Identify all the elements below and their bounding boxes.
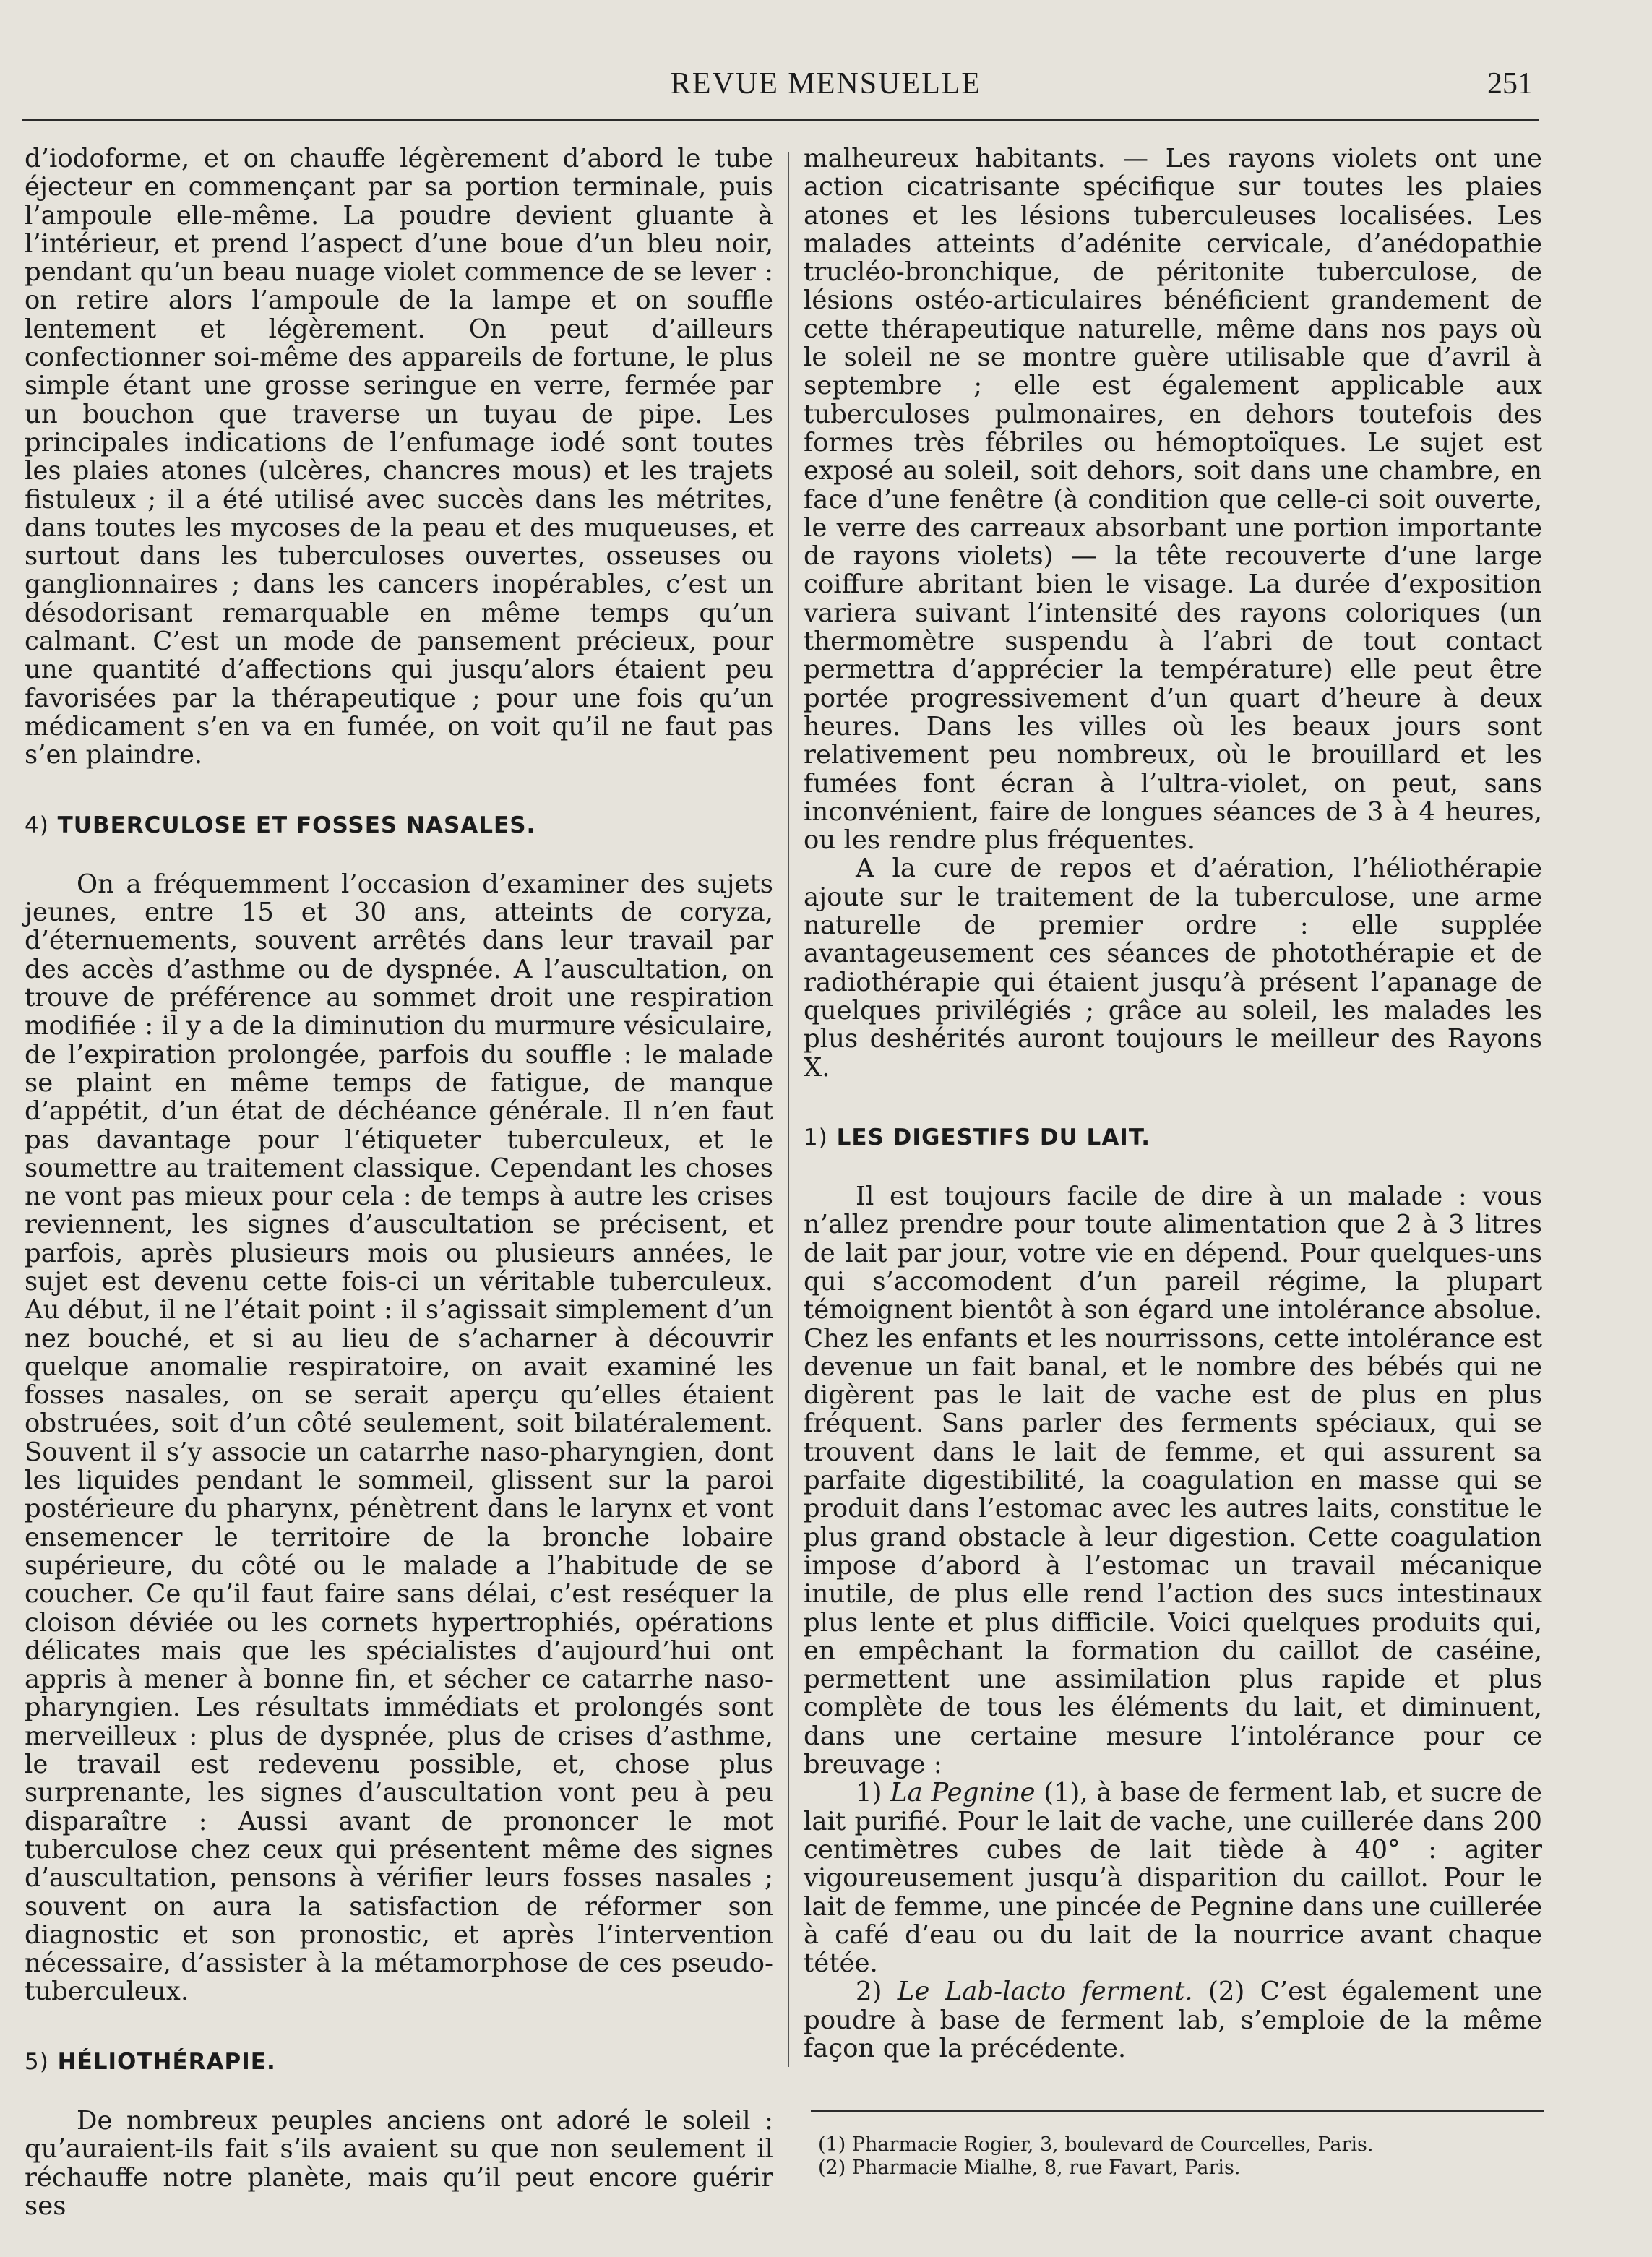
item-text: C’est également une poudre à base de ferment lab, s’emploie de la même façon que la précédente.: [804, 1977, 1542, 2063]
footnote-ref: (2): [1208, 1977, 1245, 2007]
left-column: [25, 145, 773, 2220]
page-header: [0, 66, 1652, 110]
item-number: 1): [856, 1778, 882, 1808]
item-number: 2): [856, 1977, 882, 2007]
paragraph-heliotherapie: De nombreux peuples anciens ont adoré le soleil : qu’auraient-ils fait s’ils avaient su que non seulement il réchauffe notre planète, mais qu’il peut encore guérir ses: [25, 2106, 773, 2221]
section-number: 1): [804, 1124, 828, 1151]
column-divider: [788, 152, 789, 2067]
section-title: HÉLIOTHÉRAPIE.: [57, 2048, 276, 2075]
paragraph-enfumage: d’iodoforme, et on chauffe légèrement d’abord le tube éjecteur en commençant par sa portion terminale, puis l’ampoule elle-même. La poudre devient gluante à l’intérieur, et prend l’aspect d’une boue d’un bleu noir, pendant qu’un beau nuage violet commence de se lever : on retire alors l’ampoule de la lampe et on souffle lentement et légèrement. On peut d’ailleurs confectionner soi-même des appareils de fortune, le plus simple étant une grosse seringue en verre, fermée par un bouchon que traverse un tuyau de pipe. Les principales indications de l’enfumage iodé sont toutes les plaies atones (ulcères, chancres mous) et les trajets fistuleux ; il a été utilisé avec succès dans les métrites, dans toutes les mycoses de la peau et des muqueuses, et surtout dans les tuberculoses ouvertes, osseuses ou ganglionnaires ; dans les cancers inopérables, c’est un désodorisant remarquable en même temps qu’un calmant. C’est un mode de pansement précieux, pour une quantité d’affections qui jusqu’alors étaient peu favorisées par la thérapeutique ; pour une fois qu’un médicament s’en va en fumée, on voit qu’il ne faut pas s’en plaindre.: [25, 144, 773, 770]
paragraph-cure-repos: A la cure de repos et d’aération, l’héliothérapie ajoute sur le traitement de la tuberculose, une arme naturelle de premier ordre : elle supplée avantageusement ces séances de photothérapie et de radiothérapie qui étaient jusqu’à présent l’apanage de quelques privilégiés ; grâce au soleil, les malades les plus deshérités auront toujours le meilleur des Rayons X.: [804, 854, 1542, 1083]
section-heading-heliotherapie: [25, 2048, 773, 2076]
page-number: 251: [1487, 67, 1533, 100]
header-rule: [22, 119, 1539, 121]
section-title: TUBERCULOSE ET FOSSES NASALES.: [57, 812, 536, 838]
item-text: , à base de ferment lab, et sucre de lait purifié. Pour le lait de vache, une cuillerée dans 200 centimètres cubes de lait tiède à 40° : agiter vigoureusement jusqu’à disparition du caillot. Pour le lait de femme, une pincée de Pegnine dans une cuillerée à café d’eau ou du lait de la nourrice avant chaque tétée.: [804, 1778, 1542, 1979]
section-heading-digestifs: [804, 1124, 1542, 1152]
item-name: Le Lab-lacto ferment.: [897, 1977, 1193, 2007]
section-heading-tuberculose: [25, 812, 773, 840]
section-title: LES DIGESTIFS DU LAIT.: [836, 1124, 1151, 1151]
footnote-2: (2) Pharmacie Mialhe, 8, rue Favart, Paris.: [818, 2157, 1241, 2180]
footnote-1: (1) Pharmacie Rogier, 3, boulevard de Courcelles, Paris.: [818, 2133, 1374, 2157]
footnote-rule: [811, 2110, 1544, 2112]
section-number: 4): [25, 812, 49, 838]
section-number: 5): [25, 2048, 49, 2075]
paragraph-digestifs: Il est toujours facile de dire à un malade : vous n’allez prendre pour toute alimentation que 2 à 3 litres de lait par jour, votre vie en dépend. Pour quelques-uns qui s’accomodent d’un pareil régime, la plupart témoignent bientôt à son égard une intolérance absolue. Chez les enfants et les nourrissons, cette intolérance est devenue un fait banal, et le nombre des bébés qui ne digèrent pas le lait de vache est de plus en plus fréquent. Sans parler des ferments spéciaux, qui se trouvent dans le lait de femme, et qui assurent sa parfaite digestibilité, la coagulation en masse qui se produit dans l’estomac avec les autres laits, constitue le plus grand obstacle à leur digestion. Cette coagulation impose d’abord à l’estomac un travail mécanique inutile, de plus elle rend l’action des sucs intestinaux plus lente et plus difficile. Voici quelques produits qui, en empêchant la formation du caillot de caséine, permettent une assimilation plus rapide et plus complète de tous les éléments du lait, et diminuent, dans une certaine mesure l’intolérance pour ce breuvage :: [804, 1182, 1542, 1780]
list-item-lab-lacto: [804, 1977, 1542, 2063]
item-name: La Pegnine: [890, 1778, 1036, 1808]
list-item-pegnine: [804, 1779, 1542, 1977]
right-column: [804, 145, 1542, 2180]
paragraph-tuberculose: On a fréquemment l’occasion d’examiner des sujets jeunes, entre 15 et 30 ans, atteints de coryza, d’éternuements, souvent arrêtés dans leur travail par des accès d’asthme ou de dyspnée. A l’auscultation, on trouve de préférence au sommet droit une respiration modifiée : il y a de la diminution du murmure vésiculaire, de l’expiration prolongée, parfois du souffle : le malade se plaint en même temps de fatigue, de manque d’appétit, d’un état de déchéance générale. Il n’en faut pas davantage pour l’étiqueter tuberculeux, et le soumettre au traitement classique. Cependant les choses ne vont pas mieux pour cela : de temps à autre les crises reviennent, les signes d’auscultation se précisent, et parfois, après plusieurs mois ou plusieurs années, le sujet est devenu cette fois-ci un véritable tuberculeux. Au début, il ne l’était point : il s’agissait simplement d’un nez bouché, et si au lieu de s’acharner à découvrir quelque anomalie respiratoire, on avait examiné les fosses nasales, on se serait aperçu qu’elles étaient obstruées, soit d’un côté seulement, soit bilatéralement. Souvent il s’y associe un catarrhe naso-pharyngien, dont les liquides pendant le sommeil, glissent sur la paroi postérieure du pharynx, pénètrent dans le larynx et vont ensemencer le territoire de la bronche lobaire supérieure, du côté ou le malade a l’habitude de se coucher. Ce qu’il faut faire sans délai, c’est reséquer la cloison déviée ou les cornets hypertrophiés, opérations délicates mais que les spécialistes d’aujourd’hui ont appris à mener à bonne fin, et sécher ce catarrhe naso-pharyngien. Les résultats immédiats et prolongés sont merveilleux : plus de dyspnée, plus de crises d’asthme, le travail est redevenu possible, et, chose plus surprenante, les signes d’auscultation vont peu à peu disparaître : Aussi avant de prononcer le mot tuberculose chez ceux qui présentent même des signes d’auscultation, pensons à vérifier leurs fosses nasales ; souvent on aura la satisfaction de réformer son diagnostic et son pronostic, et après l’intervention nécessaire, d’assister à la métamorphose de ces pseudo-tuberculeux.: [25, 869, 773, 2007]
footnote-ref: (1): [1044, 1778, 1080, 1808]
running-title: REVUE MENSUELLE: [670, 67, 982, 100]
paragraph-rayons-violets: malheureux habitants. — Les rayons violets ont une action cicatrisante spécifique sur toutes les plaies atones et les lésions tuberculeuses localisées. Les malades atteints d’adénite cervicale, d’anédopathie trucléo-bronchique, de péritonite tuberculose, de lésions ostéo-articulaires bénéficient grandement de cette thérapeutique naturelle, même dans nos pays où le soleil ne se montre guère utilisable que d’avril à septembre ; elle est également applicable aux tuberculoses pulmonaires, en dehors toutefois des formes très fébriles ou hémoptoïques. Le sujet est exposé au soleil, soit dehors, soit dans une chambre, en face d’une fenêtre (à condition que celle-ci soit ouverte, le verre des carreaux absorbant une portion importante de rayons violets) — la tête recouverte d’une large coiffure abritant bien le visage. La durée d’exposition variera suivant l’intensité des rayons coloriques (un thermomètre suspendu à l’abri de tout contact permettra d’apprécier la température) elle peut être portée progressivement d’un quart d’heure à deux heures. Dans les villes où les beaux jours sont relativement peu nombreux, où le brouillard et les fumées font écran à l’ultra-violet, on peut, sans inconvénient, faire de longues séances de 3 à 4 heures, ou les rendre plus fréquentes.: [804, 144, 1542, 856]
